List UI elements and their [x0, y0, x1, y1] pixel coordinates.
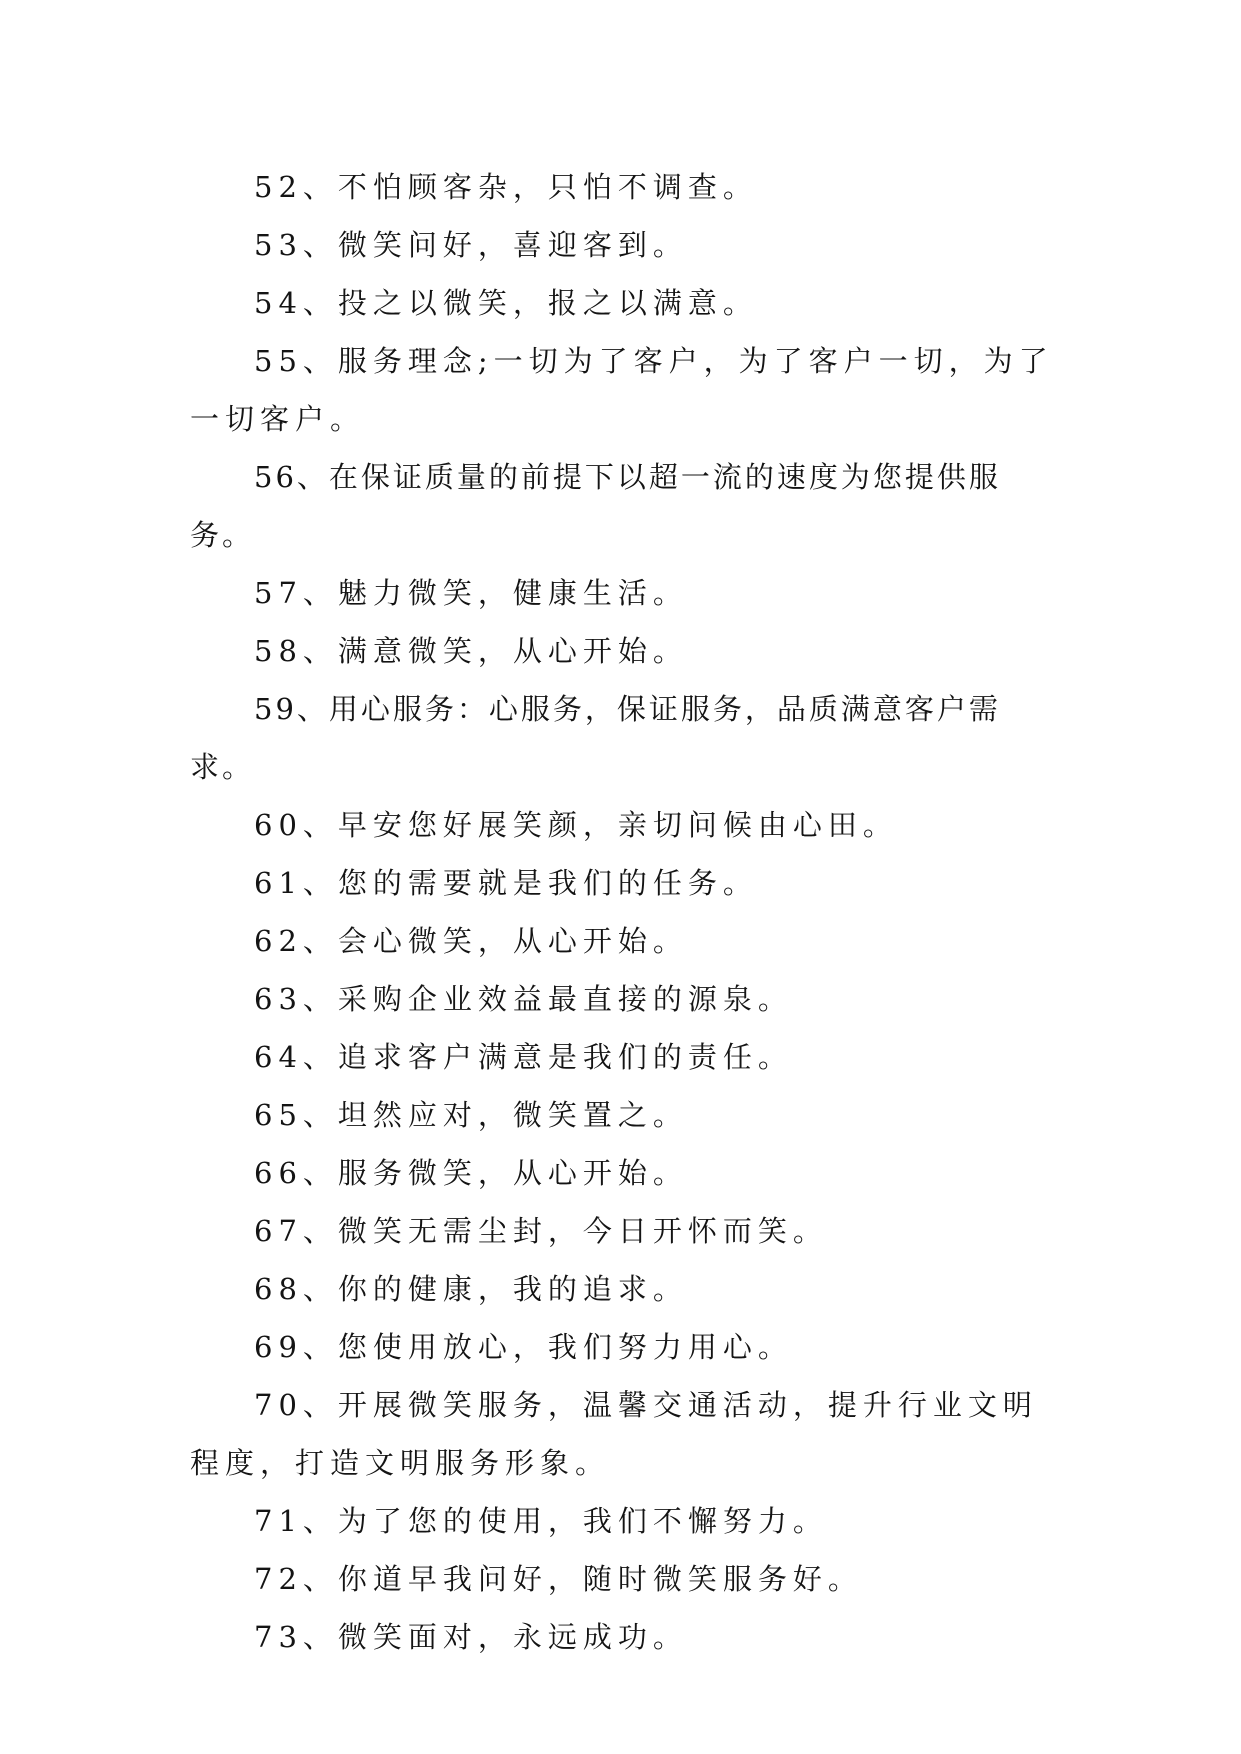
- paragraph-66: 66、服务微笑，从心开始。: [254, 1156, 688, 1190]
- paragraph-56: 56、在保证质量的前提下以超一流的速度为您提供服务。: [190, 460, 1001, 552]
- paragraph-61: 61、您的需要就是我们的任务。: [254, 866, 758, 900]
- paragraph-73: 73、微笑面对，永远成功。: [254, 1620, 688, 1654]
- paragraph-54: 54、投之以微笑，报之以满意。: [254, 286, 758, 320]
- paragraph-53: 53、微笑问好，喜迎客到。: [254, 228, 688, 262]
- paragraph-68: 68、你的健康，我的追求。: [254, 1272, 688, 1306]
- paragraph-52: 52、不怕顾客杂，只怕不调查。: [254, 170, 758, 204]
- paragraph-57: 57、魅力微笑，健康生活。: [254, 576, 688, 610]
- document-body: [190, 158, 1058, 1666]
- paragraph-60: 60、早安您好展笑颜，亲切问候由心田。: [254, 808, 898, 842]
- paragraph-67: 67、微笑无需尘封，今日开怀而笑。: [254, 1214, 828, 1248]
- paragraph-70: 70、开展微笑服务，温馨交通活动，提升行业文明程度，打造文明服务形象。: [190, 1388, 1038, 1480]
- paragraph-62: 62、会心微笑，从心开始。: [254, 924, 688, 958]
- paragraph-69: 69、您使用放心，我们努力用心。: [254, 1330, 793, 1364]
- paragraph-55: 55、服务理念;一切为了客户，为了客户一切，为了一切客户。: [190, 344, 1054, 436]
- paragraph-63: 63、采购企业效益最直接的源泉。: [254, 982, 793, 1016]
- paragraph-64: 64、追求客户满意是我们的责任。: [254, 1040, 793, 1074]
- paragraph-65: 65、坦然应对，微笑置之。: [254, 1098, 688, 1132]
- paragraph-59: 59、用心服务：心服务，保证服务，品质满意客户需求。: [190, 692, 1001, 784]
- paragraph-71: 71、为了您的使用，我们不懈努力。: [254, 1504, 828, 1538]
- paragraph-58: 58、满意微笑，从心开始。: [254, 634, 688, 668]
- paragraph-72: 72、你道早我问好，随时微笑服务好。: [254, 1562, 863, 1596]
